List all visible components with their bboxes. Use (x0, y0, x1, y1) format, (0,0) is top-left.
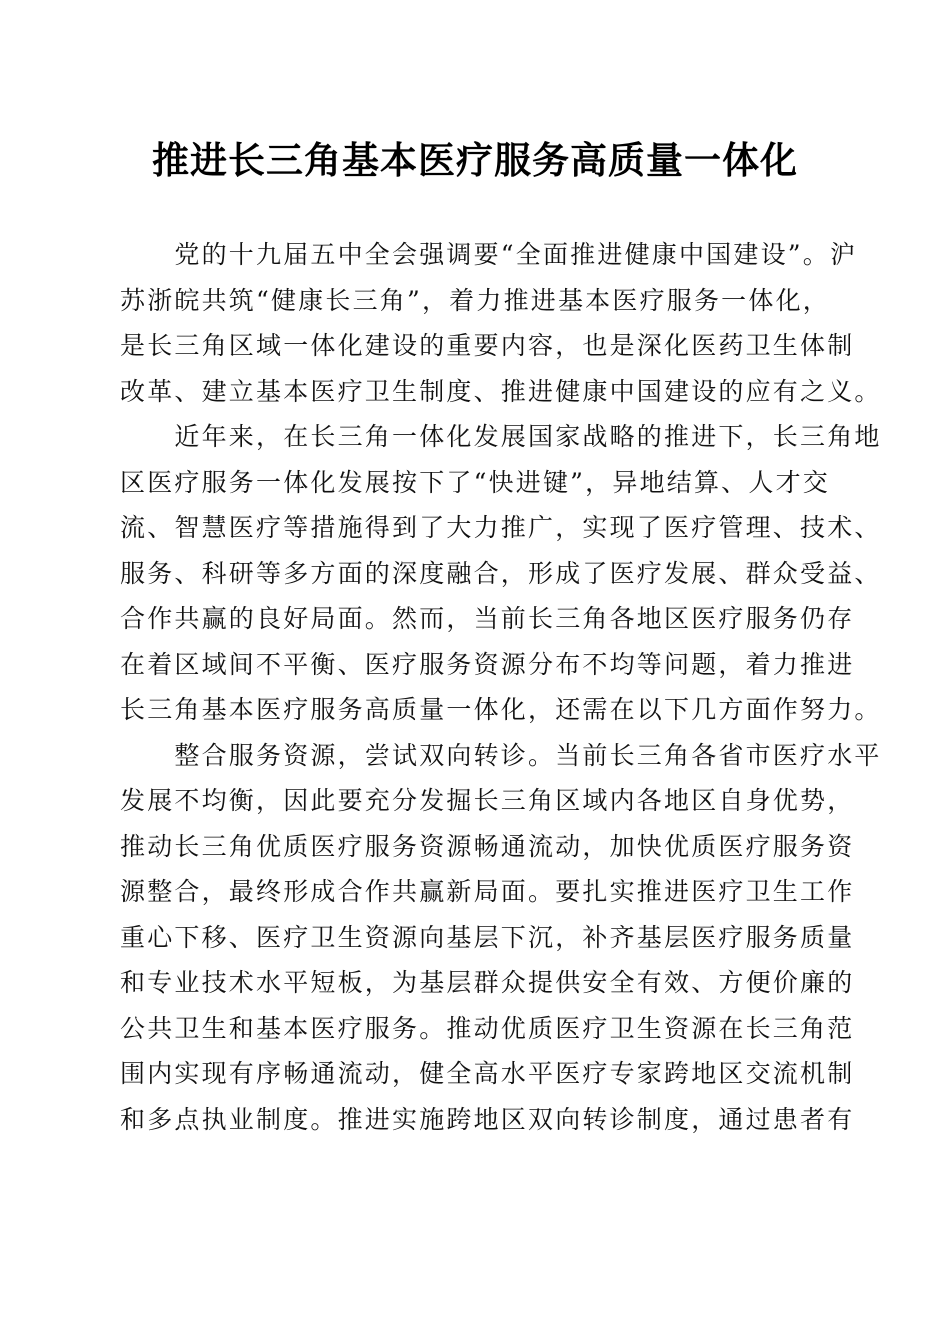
text-line: 长三角基本医疗服务高质量一体化，还需在以下几方面作努力。 (120, 695, 882, 724)
text-line: 和专业技术水平短板，为基层群众提供安全有效、方便价廉的 (120, 968, 855, 997)
text-line: 服务、科研等多方面的深度融合，形成了医疗发展、群众受益、 (120, 558, 882, 588)
text-line: 党的十九届五中全会强调要“全面推进健康中国建设”。沪 (120, 240, 858, 269)
text-line: 源整合，最终形成合作共赢新局面。要扎实推进医疗卫生工作 (120, 877, 855, 906)
text-line: 是长三角区域一体化建设的重要内容，也是深化医药卫生体制 (120, 331, 855, 360)
text-line: 公共卫生和基本医疗服务。推动优质医疗卫生资源在长三角范 (120, 1013, 855, 1043)
text-line: 整合服务资源，尝试双向转诊。当前长三角各省市医疗水平 (120, 740, 882, 770)
text-line: 推动长三角优质医疗服务资源畅通流动，加快优质医疗服务资 (120, 831, 855, 861)
text-line: 改革、建立基本医疗卫生制度、推进健康中国建设的应有之义。 (120, 376, 882, 406)
document-title: 推进长三角基本医疗服务高质量一体化 (152, 138, 798, 182)
text-line: 在着区域间不平衡、医疗服务资源分布不均等问题，着力推进 (120, 649, 855, 679)
text-line: 区医疗服务一体化发展按下了“快进键”，异地结算、人才交 (120, 467, 830, 497)
text-line: 苏浙皖共筑“健康长三角”，着力推进基本医疗服务一体化， (120, 285, 830, 315)
text-line: 重心下移、医疗卫生资源向基层下沉，补齐基层医疗服务质量 (120, 922, 855, 952)
text-line: 发展不均衡，因此要充分发掘长三角区域内各地区自身优势， (120, 786, 855, 815)
text-line: 近年来，在长三角一体化发展国家战略的推进下，长三角地 (120, 422, 882, 451)
document-body (120, 232, 882, 1142)
text-line: 围内实现有序畅通流动，健全高水平医疗专家跨地区交流机制 (120, 1059, 855, 1088)
text-line: 和多点执业制度。推进实施跨地区双向转诊制度，通过患者有 (120, 1104, 855, 1134)
text-line: 合作共赢的良好局面。然而，当前长三角各地区医疗服务仍存 (120, 604, 855, 633)
text-line: 流、智慧医疗等措施得到了大力推广，实现了医疗管理、技术、 (120, 513, 882, 542)
